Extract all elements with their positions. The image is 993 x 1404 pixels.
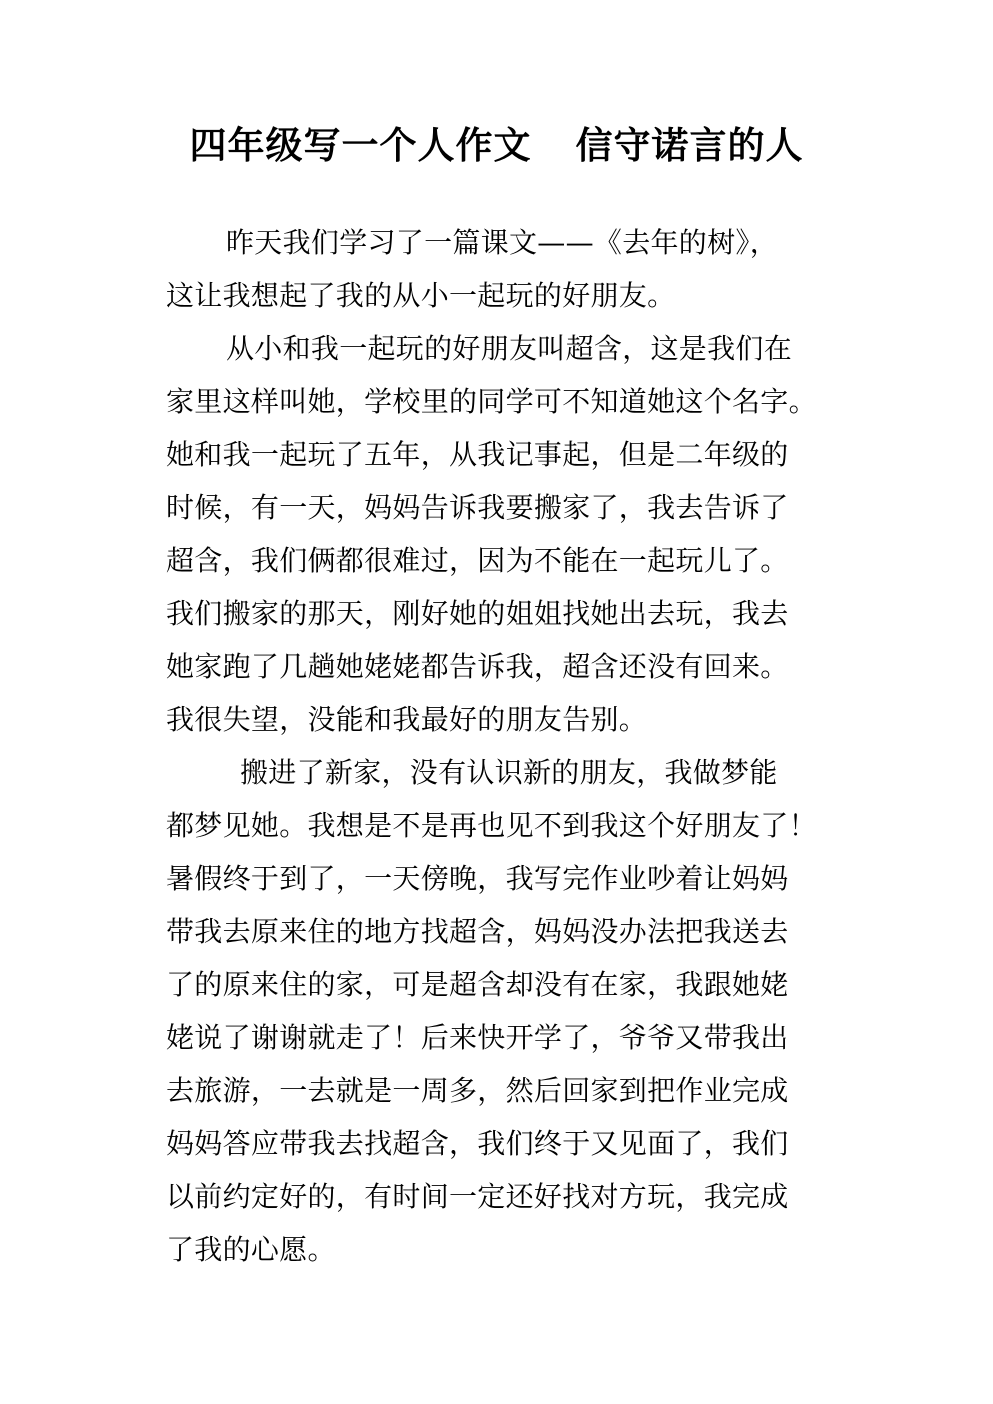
- paragraph-3-line-3: 暑假终于到了，一天傍晚，我写完作业吵着让妈妈: [166, 862, 789, 895]
- title-subtitle: 信守诺言的人: [575, 124, 804, 167]
- title-main: 四年级写一个人作文: [189, 124, 532, 167]
- paragraph-3-line-6: 姥说了谢谢就走了！后来快开学了，爷爷又带我出: [166, 1021, 789, 1054]
- paragraph-1-line-2: 这让我想起了我的从小一起玩的好朋友。: [166, 279, 676, 312]
- paragraph-2-line-7: 她家跑了几趟她姥姥都告诉我，超含还没有回来。: [166, 650, 789, 683]
- paragraph-3-line-5: 了的原来住的家，可是超含却没有在家，我跟她姥: [166, 968, 789, 1001]
- paragraph-2-line-3: 她和我一起玩了五年，从我记事起，但是二年级的: [166, 438, 789, 471]
- paragraph-3-line-2: 都梦见她。我想是不是再也见不到我这个好朋友了！: [166, 809, 817, 842]
- paragraph-2-line-2: 家里这样叫她，学校里的同学可不知道她这个名字。: [166, 385, 817, 418]
- paragraph-2-line-1: 从小和我一起玩的好朋友叫超含，这是我们在: [226, 332, 793, 365]
- paragraph-2-line-4: 时候，有一天，妈妈告诉我要搬家了，我去告诉了: [166, 491, 789, 524]
- essay-body: [166, 216, 846, 1276]
- paragraph-3-line-8: 妈妈答应带我去找超含，我们终于又见面了，我们: [166, 1127, 789, 1160]
- paragraph-3-line-1: 搬进了新家，没有认识新的朋友，我做梦能: [240, 756, 778, 789]
- paragraph-2-line-8: 我很失望，没能和我最好的朋友告别。: [166, 703, 648, 736]
- paragraph-3-line-9: 以前约定好的，有时间一定还好找对方玩，我完成: [166, 1180, 789, 1213]
- paragraph-3-line-10: 了我的心愿。: [166, 1233, 336, 1266]
- paragraph-3-line-7: 去旅游，一去就是一周多，然后回家到把作业完成: [166, 1074, 789, 1107]
- paragraph-1-line-1: 昨天我们学习了一篇课文——《去年的树》，: [226, 226, 779, 259]
- document-title: [0, 122, 993, 170]
- paragraph-3-line-4: 带我去原来住的地方找超含，妈妈没办法把我送去: [166, 915, 789, 948]
- paragraph-2-line-5: 超含，我们俩都很难过，因为不能在一起玩儿了。: [166, 544, 789, 577]
- paragraph-2-line-6: 我们搬家的那天，刚好她的姐姐找她出去玩，我去: [166, 597, 789, 630]
